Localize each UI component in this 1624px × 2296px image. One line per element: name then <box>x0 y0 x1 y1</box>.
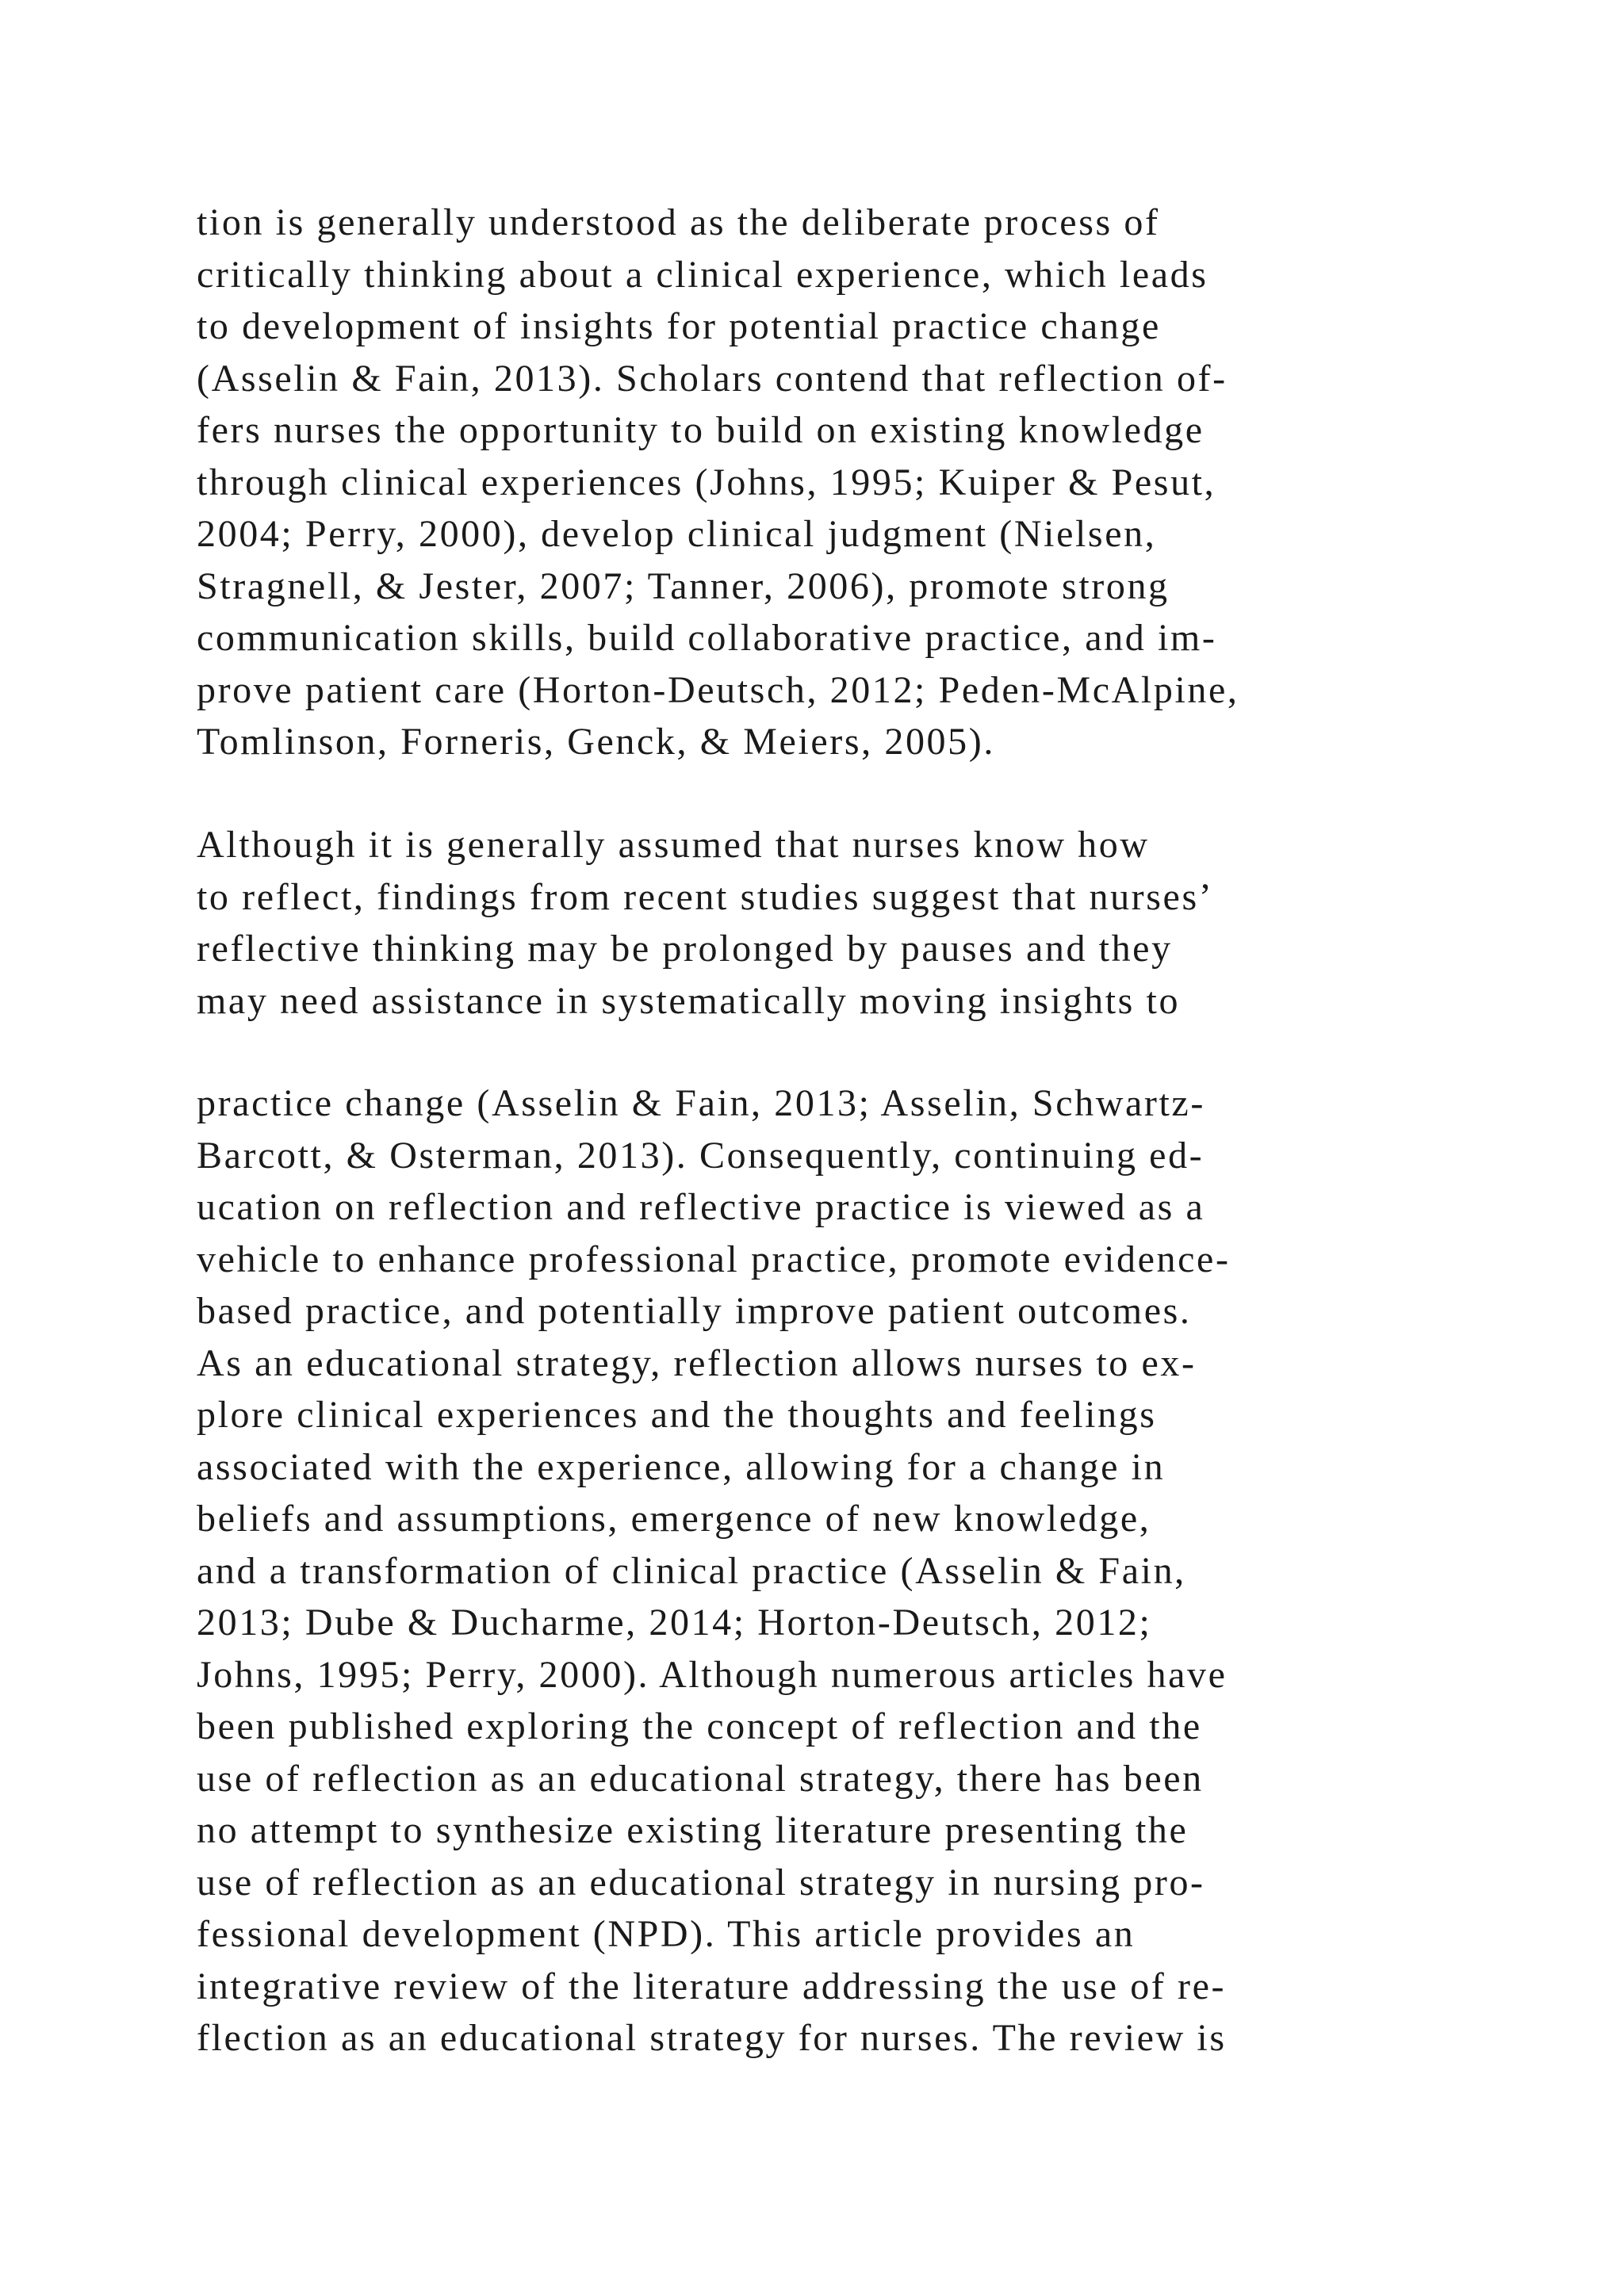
text-line: Johns, 1995; Perry, 2000). Although numerous articles have <box>197 1653 1228 1696</box>
text-line: tion is generally understood as the deliberate process of <box>197 201 1160 243</box>
text-line: Tomlinson, Forneris, Genck, & Meiers, 2005). <box>197 721 995 763</box>
text-line: reflective thinking may be prolonged by pauses and they <box>197 928 1173 970</box>
text-line: flection as an educational strategy for nurses. The review is <box>197 2017 1227 2059</box>
text-line: practice change (Asselin & Fain, 2013; Asselin, Schwartz- <box>197 1082 1205 1124</box>
text-line: 2013; Dube & Ducharme, 2014; Horton-Deutsch, 2012; <box>197 1601 1152 1644</box>
text-line: plore clinical experiences and the thoughts and feelings <box>197 1394 1157 1436</box>
text-line: may need assistance in systematically moving insights to <box>197 979 1181 1022</box>
text-line: to development of insights for potential practice change <box>197 305 1161 347</box>
text-line: Barcott, & Osterman, 2013). Consequently, continuing ed- <box>197 1134 1205 1177</box>
paragraph-nurses-reflect <box>197 819 1213 1027</box>
text-line: and a transformation of clinical practice (Asselin & Fain, <box>197 1549 1186 1592</box>
text-line: (Asselin & Fain, 2013). Scholars contend that reflection of- <box>197 357 1228 400</box>
text-line: fessional development (NPD). This article provides an <box>197 1913 1136 1955</box>
text-line: associated with the experience, allowing for a change in <box>197 1445 1166 1488</box>
text-line: 2004; Perry, 2000), develop clinical judgment (Nielsen, <box>197 513 1157 555</box>
text-line: critically thinking about a clinical experience, which leads <box>197 253 1208 296</box>
text-line: been published exploring the concept of reflection and the <box>197 1705 1202 1747</box>
text-line: use of reflection as an educational strategy in nursing pro- <box>197 1861 1205 1904</box>
paragraph-practice-change <box>197 1077 1231 2064</box>
text-line: fers nurses the opportunity to build on existing knowledge <box>197 409 1205 451</box>
text-line: vehicle to enhance professional practice, promote evidence- <box>197 1238 1231 1280</box>
text-line: communication skills, build collaborative practice, and im- <box>197 617 1217 659</box>
text-line: As an educational strategy, reflection allows nurses to ex- <box>197 1341 1197 1384</box>
text-line: use of reflection as an educational strategy, there has been <box>197 1757 1204 1800</box>
text-line: prove patient care (Horton-Deutsch, 2012; Peden-McAlpine, <box>197 668 1239 711</box>
text-line: integrative review of the literature addressing the use of re- <box>197 1965 1227 2007</box>
text-line: to reflect, findings from recent studies suggest that nurses’ <box>197 875 1214 918</box>
text-line: no attempt to synthesize existing literature presenting the <box>197 1809 1189 1851</box>
text-line: through clinical experiences (Johns, 1995; Kuiper & Pesut, <box>197 461 1216 503</box>
text-line: based practice, and potentially improve patient outcomes. <box>197 1290 1192 1332</box>
text-line: Although it is generally assumed that nurses know how <box>197 824 1150 866</box>
text-line: Stragnell, & Jester, 2007; Tanner, 2006), promote strong <box>197 564 1170 607</box>
paragraph-reflection-definition <box>197 197 1239 768</box>
text-line: ucation on reflection and reflective practice is viewed as a <box>197 1186 1205 1228</box>
text-line: beliefs and assumptions, emergence of new knowledge, <box>197 1498 1151 1540</box>
